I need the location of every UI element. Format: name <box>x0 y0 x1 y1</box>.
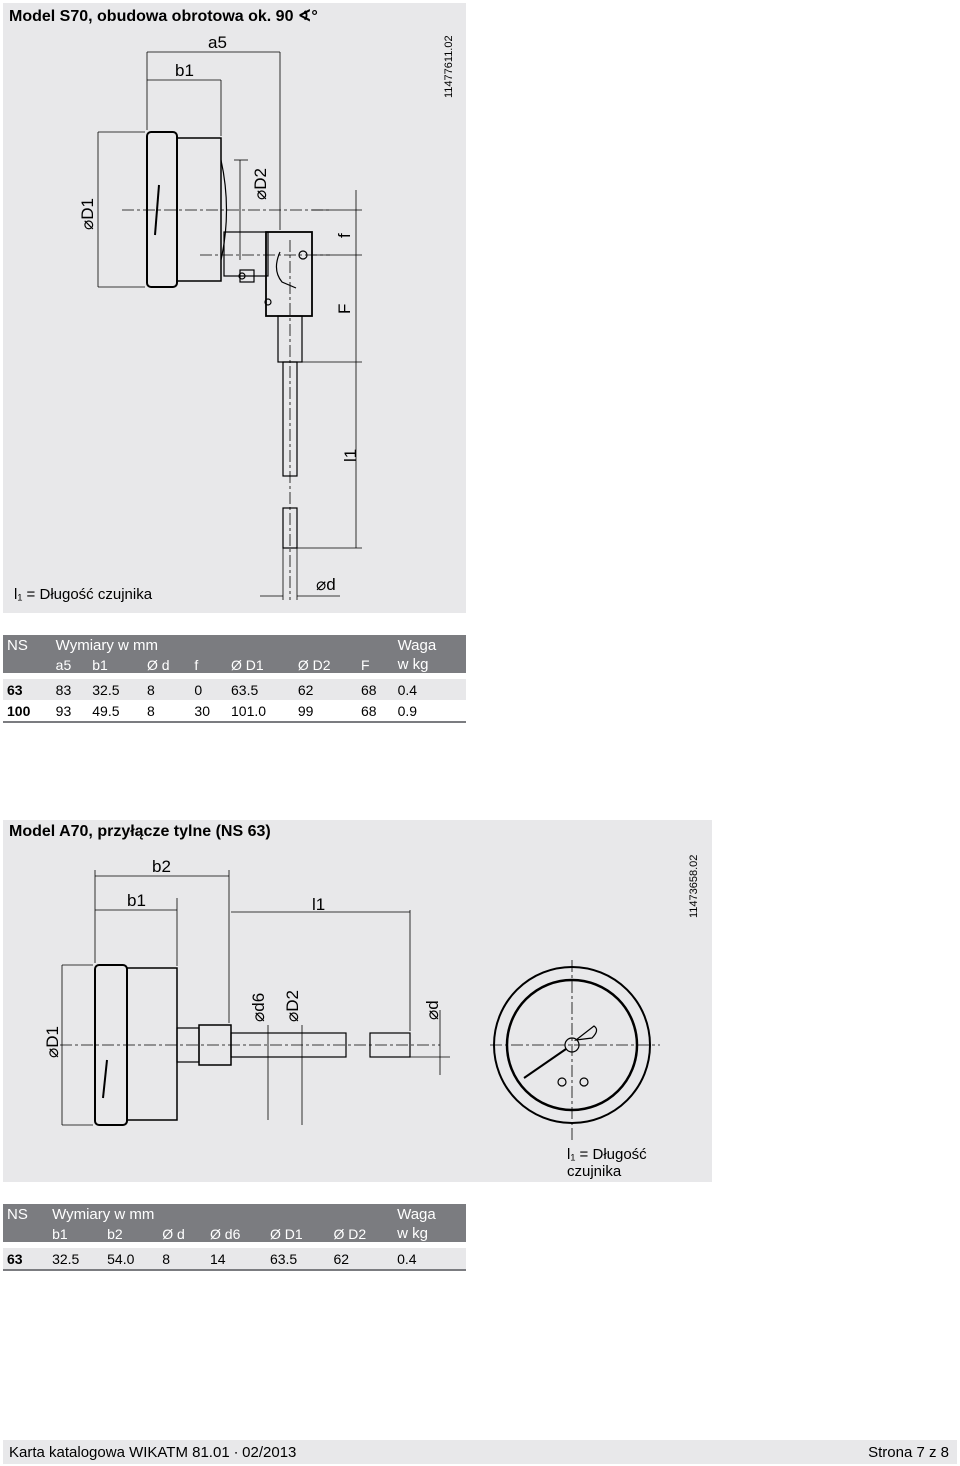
cell-ns: 100 <box>3 700 52 722</box>
footer-page-number: Strona 7 z 8 <box>868 1444 949 1461</box>
col-b2: b2 <box>103 1225 158 1242</box>
col-D2: Ø D2 <box>330 1225 394 1242</box>
legend-a70 <box>567 1146 647 1180</box>
cell: 101.0 <box>227 700 294 722</box>
cell: 49.5 <box>88 700 143 722</box>
col-D2: Ø D2 <box>294 656 357 673</box>
cell: 32.5 <box>88 679 143 700</box>
footer-left: Karta katalogowa WIKATM 81.01 ∙ 02/2013 <box>9 1444 297 1461</box>
page-footer <box>3 1440 957 1464</box>
cell-ns: 63 <box>3 679 52 700</box>
dim-F: F <box>335 303 354 314</box>
cell: 93 <box>52 700 89 722</box>
cell: 0.4 <box>393 1248 466 1270</box>
col-F: F <box>357 656 394 673</box>
legend-line: czujnika <box>567 1163 622 1180</box>
cell: 30 <box>190 700 227 722</box>
dim-D2: ⌀D2 <box>283 990 302 1022</box>
cell: 62 <box>330 1248 394 1270</box>
col-D1: Ø D1 <box>266 1225 330 1242</box>
col-wkg: w kg <box>393 1225 466 1242</box>
spec-table-a70 <box>3 1204 466 1271</box>
drawing-code-s70: 11477611.02 <box>443 35 455 98</box>
cell: 68 <box>357 700 394 722</box>
dim-d6: ⌀d6 <box>249 992 268 1022</box>
col-d6: Ø d6 <box>206 1225 266 1242</box>
dim-b1: b1 <box>127 891 146 910</box>
header-waga: Waga <box>393 1204 466 1225</box>
header-dims: Wymiary w mm <box>52 635 394 656</box>
header-ns: NS <box>3 635 52 656</box>
cell: 99 <box>294 700 357 722</box>
dim-D2: ⌀D2 <box>251 168 270 200</box>
cell: 8 <box>158 1248 206 1270</box>
cell: 68 <box>357 679 394 700</box>
cell: 54.0 <box>103 1248 158 1270</box>
table-row <box>3 1248 466 1270</box>
dim-f: f <box>335 233 354 238</box>
cell: 14 <box>206 1248 266 1270</box>
table-header-row <box>3 1204 466 1225</box>
cell: 8 <box>143 700 190 722</box>
dim-a5: a5 <box>208 33 227 52</box>
cell: 32.5 <box>48 1248 103 1270</box>
cell: 8 <box>143 679 190 700</box>
header-dims: Wymiary w mm <box>48 1204 393 1225</box>
col-b1: b1 <box>88 656 143 673</box>
cell: 0 <box>190 679 227 700</box>
legend-s70: l₁ = Długość czujnika <box>14 586 153 603</box>
cell: 62 <box>294 679 357 700</box>
cell: 83 <box>52 679 89 700</box>
col-a5: a5 <box>52 656 89 673</box>
cell: 63.5 <box>266 1248 330 1270</box>
col-D1: Ø D1 <box>227 656 294 673</box>
table-subheader-row <box>3 1225 466 1242</box>
col-d: Ø d <box>143 656 190 673</box>
header-ns: NS <box>3 1204 48 1225</box>
col-d: Ø d <box>158 1225 206 1242</box>
dim-d: ⌀d <box>316 575 336 594</box>
section-title-s70: Model S70, obudowa obrotowa ok. 90 ∢° <box>9 8 318 25</box>
drawing-code-a70: 11473658.02 <box>688 854 700 918</box>
cell: 0.9 <box>394 700 466 722</box>
dim-D1: ⌀D1 <box>78 198 97 230</box>
cell-ns: 63 <box>3 1248 48 1270</box>
dim-b1: b1 <box>175 61 194 80</box>
col-f: f <box>190 656 227 673</box>
header-waga: Waga <box>394 635 466 656</box>
dim-D1: ⌀D1 <box>43 1026 62 1058</box>
col-b1: b1 <box>48 1225 103 1242</box>
cell: 63.5 <box>227 679 294 700</box>
legend-line: l₁ = Długość <box>567 1146 647 1163</box>
cell: 0.4 <box>394 679 466 700</box>
col-wkg: w kg <box>394 656 466 673</box>
dim-l1: l1 <box>312 895 326 914</box>
dim-l1: l1 <box>341 448 360 462</box>
section-title-a70: Model A70, przyłącze tylne (NS 63) <box>9 823 271 840</box>
dim-d: ⌀d <box>423 1000 442 1020</box>
dim-b2: b2 <box>152 857 171 876</box>
